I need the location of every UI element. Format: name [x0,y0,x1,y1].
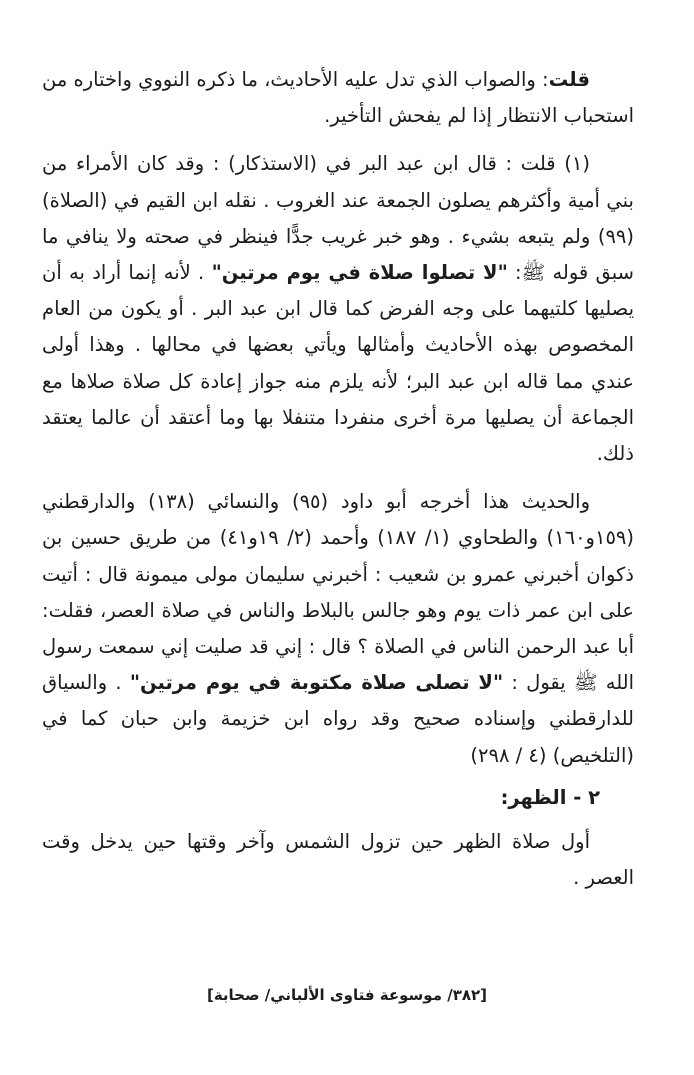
footnote-1-text-a: (١) قلت : قال ابن عبد البر في (الاستذكار) : وقد كان الأمراء من بني أمية وأكثرهم يصلون الجمعة عند الغروب . نقله ابن القيم في (الصلاة) (٩٩) ولم يتبعه بشيء . وهو خبر غريب جدًّا فينظر في صحته ولا ينافي ما سبق قوله ﷺ: [42,152,635,285]
page-footer: [٣٨٢/ موسوعة فتاوى الألباني/ صحابة] [206,986,488,1004]
qultu-lead: قلت [548,68,590,91]
hadith-quote-2: "لا تصلى صلاة مكتوبة في يوم مرتين" [129,671,504,695]
hadith-quote-1: "لا تصلوا صلاة في يوم مرتين" [211,261,508,285]
main-text-body: : والصواب الذي تدل عليه الأحاديث، ما ذكره النووي واختاره من استحباب الانتظار إذا لم يفحش التأخير. [42,68,634,128]
dhuhr-time-paragraph: أول صلاة الظهر حين تزول الشمس وآخر وقتها حين يدخل وقت العصر . [42,830,634,890]
footnote-1-text-b: . لأنه إنما أراد به أن يصليها كلتيهما على وجه الفرض كما قال ابن عبد البر . أو يكون من العام المخصوص بهذه الأحاديث وأمثالها ويأتي بعضها في محالها . وهذا أولى عندي مما قاله ابن عبد البر؛ لأنه يلزم منه جواز إعادة كل صلاة صلاها مع الجماعة أن يصليها مرة أخرى منفردا متنفلا بها وما أعتقد أن عالما يعتقد ذلك. [42,261,634,466]
section-heading-dhuhr: ٢ - الظهر: [500,785,600,809]
takhrij-paragraph [42,484,634,774]
page-body [42,62,634,896]
takhrij-text-a: والحديث هذا أخرجه أبو داود (٩٥) والنسائي (١٣٨) والدارقطني (١٥٩و١٦٠) والطحاوي (١/ ١٨٧) وأحمد (٢/ ١٩و٤١) من طريق حسين بن ذكوان أخبرني عمرو بن شعيب : أخبرني سليمان مولى ميمونة قال : أتيت على ابن عمر ذات يوم وهو جالس بالبلاط والناس في صلاة العصر، فقلت: أبا عبد الرحمن الناس في الصلاة ؟ قال : إني قد صليت إني سمعت رسول الله ﷺ يقول : [42,490,635,695]
takhrij-text-b: . والسياق للدارقطني وإسناده صحيح وقد رواه ابن خزيمة وابن حبان كما في (التلخيص) (٤ / ٢٩٨) [42,671,634,767]
footnote-1-paragraph [42,146,634,472]
main-text-paragraph [42,62,634,134]
